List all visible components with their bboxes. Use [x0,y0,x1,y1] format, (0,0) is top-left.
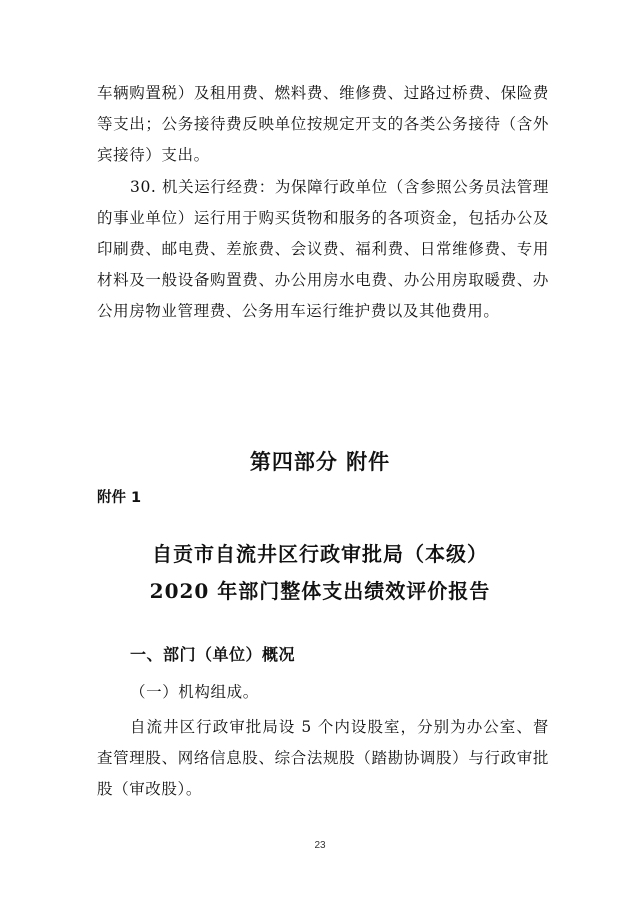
report-title-line1: 自贡市自流井区行政审批局（本级） [152,542,488,566]
report-paragraph-1: 自流井区行政审批局设 5 个内设股室，分别为办公室、督查管理股、网络信息股、综合法规股（踏勘协调股）与行政审批股（审改股）。 [97,718,549,798]
body-paragraph-30: 30. 机关运行经费：为保障行政单位（含参照公务员法管理的事业单位）运行用于购买货物和服务的各项资金，包括办公及印刷费、邮电费、差旅费、会议费、福利费、日常维修费、专用材料及一般设备购置费、办公用房水电费、办公用房取暖费、办公用房物业管理费、公务用车运行维护费以及其他费用。 [97,178,549,320]
report-heading-1: 一、部门（单位）概况 [130,645,296,664]
report-title-line2: 2020 年部门整体支出绩效评价报告 [149,579,491,603]
page-number: 23 [314,840,326,851]
appendix-label: 附件 1 [97,490,142,506]
section-title: 第四部分 附件 [249,450,391,474]
body-paragraph-continued: 车辆购置税）及租用费、燃料费、维修费、过路过桥费、保险费等支出；公务接待费反映单位按规定开支的各类公务接待（含外宾接待）支出。 [97,84,549,164]
report-subheading-1: （一）机构组成。 [130,683,259,701]
